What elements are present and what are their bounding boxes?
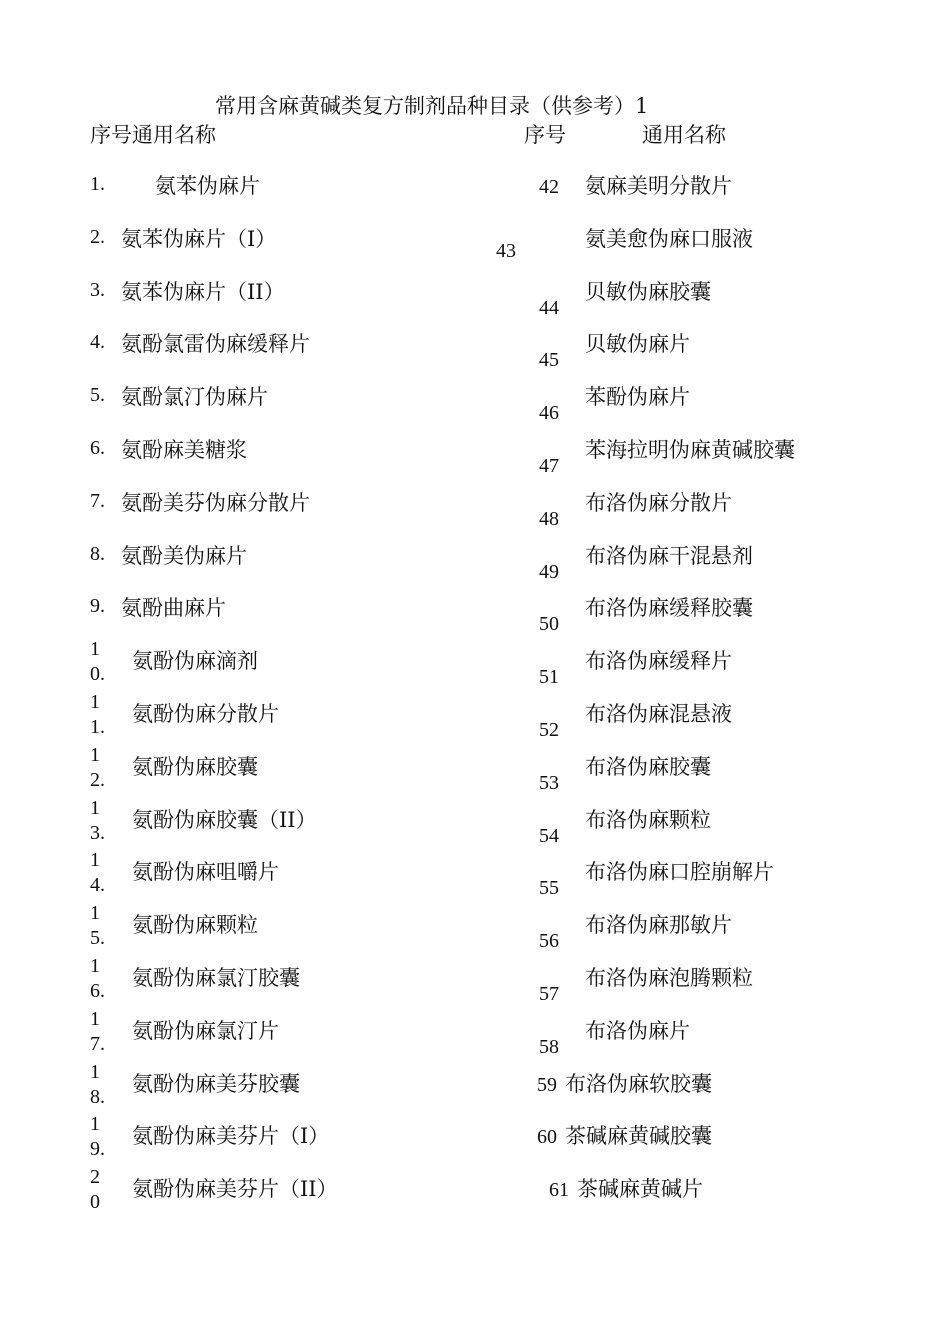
- right-row-name: 贝敏伪麻片: [585, 332, 690, 357]
- right-row-number: 52: [539, 719, 559, 741]
- right-row-name: 苯酚伪麻片: [585, 385, 690, 410]
- right-row-name: 布洛伪麻颗粒: [585, 807, 711, 832]
- left-row-number: 6.: [90, 437, 105, 459]
- header-right-seq: 序号: [524, 123, 566, 147]
- right-row-number: 44: [539, 296, 559, 319]
- left-row-name: 氨酚曲麻片: [121, 596, 226, 621]
- left-row-number: 3.: [90, 278, 105, 301]
- left-row-name: 氨酚伪麻美芬片（I）: [132, 1124, 330, 1149]
- left-row-name: 氨酚伪麻滴剂: [132, 649, 258, 674]
- right-row-name: 氨麻美明分散片: [585, 174, 732, 198]
- right-row-name: 苯海拉明伪麻黄碱胶囊: [585, 438, 795, 462]
- right-row-number: 47: [539, 455, 559, 477]
- right-row-name: 布洛伪麻缓释胶囊: [585, 596, 753, 621]
- left-row-number: 1 4.: [90, 849, 105, 897]
- left-row-number: 1.: [90, 173, 105, 195]
- right-row-name: 布洛伪麻混悬液: [585, 702, 732, 726]
- left-row-name: 氨酚伪麻胶囊: [132, 754, 258, 779]
- right-row-number: 46: [539, 402, 559, 425]
- right-row-name: 布洛伪麻泡腾颗粒: [585, 966, 753, 990]
- page-title: 常用含麻黄碱类复方制剂品种目录（供参考）1: [215, 94, 649, 118]
- left-row-name: 氨酚美芬伪麻分散片: [121, 490, 310, 515]
- right-row-name: 茶碱麻黄碱胶囊: [565, 1124, 712, 1149]
- left-row-number: 1 9.: [90, 1113, 105, 1161]
- right-row-name: 布洛伪麻那敏片: [585, 913, 732, 938]
- header-left-label: 序号通用名称: [90, 123, 216, 147]
- left-row-name: 氨苯伪麻片（II）: [121, 279, 285, 304]
- left-row-number: 2.: [90, 225, 105, 248]
- right-row-number: 53: [539, 771, 559, 794]
- right-row-name: 茶碱麻黄碱片: [577, 1177, 703, 1202]
- right-row-number: 50: [539, 613, 559, 636]
- left-row-number: 1 0.: [90, 638, 105, 686]
- left-row-name: 氨酚氯汀伪麻片: [121, 385, 268, 410]
- right-row-number: 58: [539, 1035, 559, 1058]
- left-row-name: 氨酚伪麻美芬胶囊: [132, 1071, 300, 1096]
- right-row-number: 43: [496, 239, 516, 262]
- left-row-number: 5.: [90, 384, 105, 407]
- left-row-number: 1 7.: [90, 1007, 105, 1055]
- left-row-name: 氨酚伪麻分散片: [132, 702, 279, 726]
- left-row-number: 9.: [90, 595, 105, 618]
- left-row-name: 氨酚伪麻咀嚼片: [132, 860, 279, 885]
- right-row-name: 布洛伪麻缓释片: [585, 649, 732, 674]
- right-row-number: 49: [539, 560, 559, 583]
- right-row-name: 布洛伪麻胶囊: [585, 754, 711, 779]
- right-row-number: 61: [549, 1179, 569, 1202]
- left-row-number: 2 0: [90, 1166, 100, 1214]
- left-row-number: 1 6.: [90, 955, 105, 1002]
- right-row-number: 54: [539, 824, 559, 847]
- header-right-name: 通用名称: [642, 123, 726, 147]
- left-row-name: 氨酚美伪麻片: [121, 543, 247, 568]
- left-row-number: 8.: [90, 542, 105, 565]
- left-row-number: 1 3.: [90, 796, 105, 844]
- right-row-name: 布洛伪麻分散片: [585, 490, 732, 515]
- left-row-number: 4.: [90, 331, 105, 354]
- right-row-number: 57: [539, 983, 559, 1005]
- left-row-name: 氨苯伪麻片（I）: [121, 226, 277, 251]
- right-row-number: 51: [539, 666, 559, 689]
- left-row-name: 氨苯伪麻片: [155, 174, 260, 198]
- right-row-name: 布洛伪麻干混悬剂: [585, 543, 753, 568]
- right-row-name: 氨美愈伪麻口服液: [585, 226, 753, 251]
- left-row-number: 1 5.: [90, 902, 105, 950]
- right-row-number: 45: [539, 349, 559, 372]
- right-row-name: 布洛伪麻片: [585, 1018, 690, 1043]
- right-row-number: 56: [539, 930, 559, 953]
- right-row-number: 59: [537, 1073, 557, 1096]
- left-row-name: 氨酚氯雷伪麻缓释片: [121, 332, 310, 357]
- left-row-name: 氨酚伪麻氯汀胶囊: [132, 966, 300, 990]
- right-row-number: 48: [539, 507, 559, 530]
- right-row-number: 60: [537, 1126, 557, 1149]
- left-row-name: 氨酚伪麻颗粒: [132, 913, 258, 938]
- left-row-name: 氨酚麻美糖浆: [121, 438, 247, 462]
- left-row-name: 氨酚伪麻氯汀片: [132, 1018, 279, 1043]
- right-row-number: 42: [539, 176, 559, 198]
- left-row-number: 1 2.: [90, 743, 105, 791]
- left-row-name: 氨酚伪麻胶囊（II）: [132, 807, 317, 832]
- left-row-number: 1 1.: [90, 691, 105, 738]
- right-row-name: 布洛伪麻口腔崩解片: [585, 860, 774, 885]
- left-row-number: 1 8.: [90, 1060, 105, 1108]
- right-row-name: 布洛伪麻软胶囊: [565, 1071, 712, 1096]
- right-row-name: 贝敏伪麻胶囊: [585, 279, 711, 304]
- left-row-name: 氨酚伪麻美芬片（II）: [132, 1177, 338, 1202]
- left-row-number: 7.: [90, 489, 105, 512]
- right-row-number: 55: [539, 877, 559, 900]
